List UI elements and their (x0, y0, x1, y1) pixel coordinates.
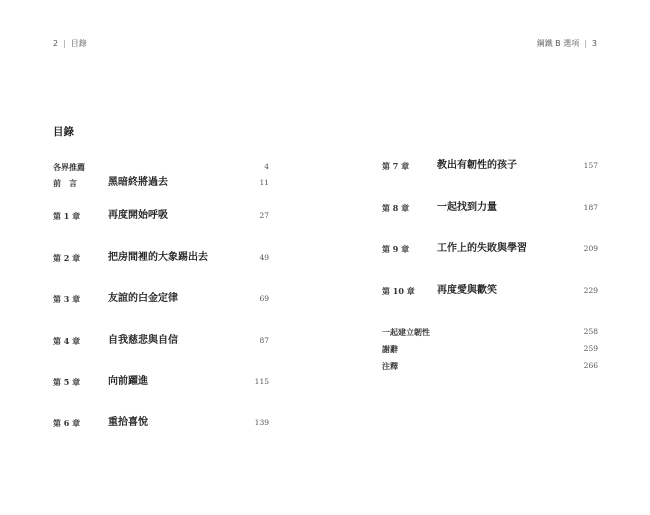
right-running-title: 鋼鐵 B 選項 (536, 39, 580, 48)
toc-entry[interactable] (382, 325, 598, 339)
toc-entry-page: 11 (259, 178, 269, 187)
toc-entry-label: 前 言 (53, 178, 77, 188)
toc-entry-label: 各界推薦 (53, 162, 85, 172)
toc-entry-page: 209 (583, 244, 598, 253)
toc-entry-page: 259 (583, 344, 598, 353)
toc-entry[interactable] (53, 209, 269, 223)
right-page (325, 0, 650, 515)
toc-entry-page: 229 (583, 286, 598, 295)
toc-entry[interactable] (53, 176, 269, 190)
toc-entry-page: 87 (259, 336, 269, 345)
toc-entry[interactable] (382, 284, 598, 298)
toc-entry-label: 第 9 章 (382, 244, 410, 254)
toc-entry-label: 注釋 (382, 361, 398, 371)
toc-entry-page: 115 (254, 377, 269, 386)
toc-entry[interactable] (382, 242, 598, 256)
left-page-number: 2 (53, 39, 59, 48)
right-page-number: 3 (591, 39, 597, 48)
toc-entry[interactable] (382, 359, 598, 373)
toc-entry-page: 4 (264, 162, 269, 171)
toc-entry[interactable] (53, 334, 269, 348)
toc-entry-title: 再度開始呼吸 (108, 210, 168, 221)
toc-entry-label: 第 5 章 (53, 377, 81, 387)
toc-entry-page: 258 (583, 327, 598, 336)
toc-entry-label: 第 2 章 (53, 253, 81, 263)
toc-entry[interactable] (382, 201, 598, 215)
toc-entry-title: 自我慈悲與自信 (108, 335, 178, 346)
toc-entry-title: 工作上的失敗與學習 (437, 243, 527, 254)
toc-entry-label: 謝辭 (382, 344, 398, 354)
toc-entry-page: 266 (583, 361, 598, 370)
toc-entry-label: 第 6 章 (53, 418, 81, 428)
left-running-title: 目錄 (70, 39, 87, 48)
toc-entry-page: 49 (259, 253, 269, 262)
toc-entry-label: 第 4 章 (53, 336, 81, 346)
toc-entry[interactable] (53, 416, 269, 430)
toc-entry-title: 友誼的白金定律 (108, 293, 178, 304)
toc-entry[interactable] (53, 292, 269, 306)
toc-entry-label: 第 3 章 (53, 294, 81, 304)
toc-entry-label: 一起建立韌性 (382, 327, 430, 337)
toc-entry-page: 69 (259, 294, 269, 303)
toc-entry-page: 187 (583, 203, 598, 212)
toc-entry-title: 教出有韌性的孩子 (437, 160, 517, 171)
right-running-header (537, 38, 597, 49)
toc-entry-page: 27 (259, 211, 269, 220)
toc-title: 目錄 (53, 126, 74, 138)
toc-entry-title: 再度愛與歡笑 (437, 285, 497, 296)
toc-entry-label: 第 1 章 (53, 211, 81, 221)
toc-entry-page: 139 (254, 418, 269, 427)
toc-entry[interactable] (53, 251, 269, 265)
toc-entry[interactable] (53, 160, 269, 174)
left-running-header (53, 38, 87, 49)
toc-entry-title: 一起找到力量 (437, 202, 497, 213)
toc-entry-title: 黑暗終將過去 (108, 177, 168, 188)
header-divider: | (63, 39, 66, 48)
toc-entry-title: 把房間裡的大象踢出去 (108, 252, 208, 263)
toc-entry[interactable] (382, 159, 598, 173)
toc-entry-label: 第 8 章 (382, 203, 410, 213)
toc-entry-label: 第 10 章 (382, 286, 415, 296)
header-divider: | (584, 39, 587, 48)
toc-entry-title: 向前躍進 (108, 376, 148, 387)
toc-entry-label: 第 7 章 (382, 161, 410, 171)
toc-entry[interactable] (382, 342, 598, 356)
toc-entry-title: 重拾喜悅 (108, 417, 148, 428)
toc-entry-page: 157 (583, 161, 598, 170)
toc-entry[interactable] (53, 375, 269, 389)
